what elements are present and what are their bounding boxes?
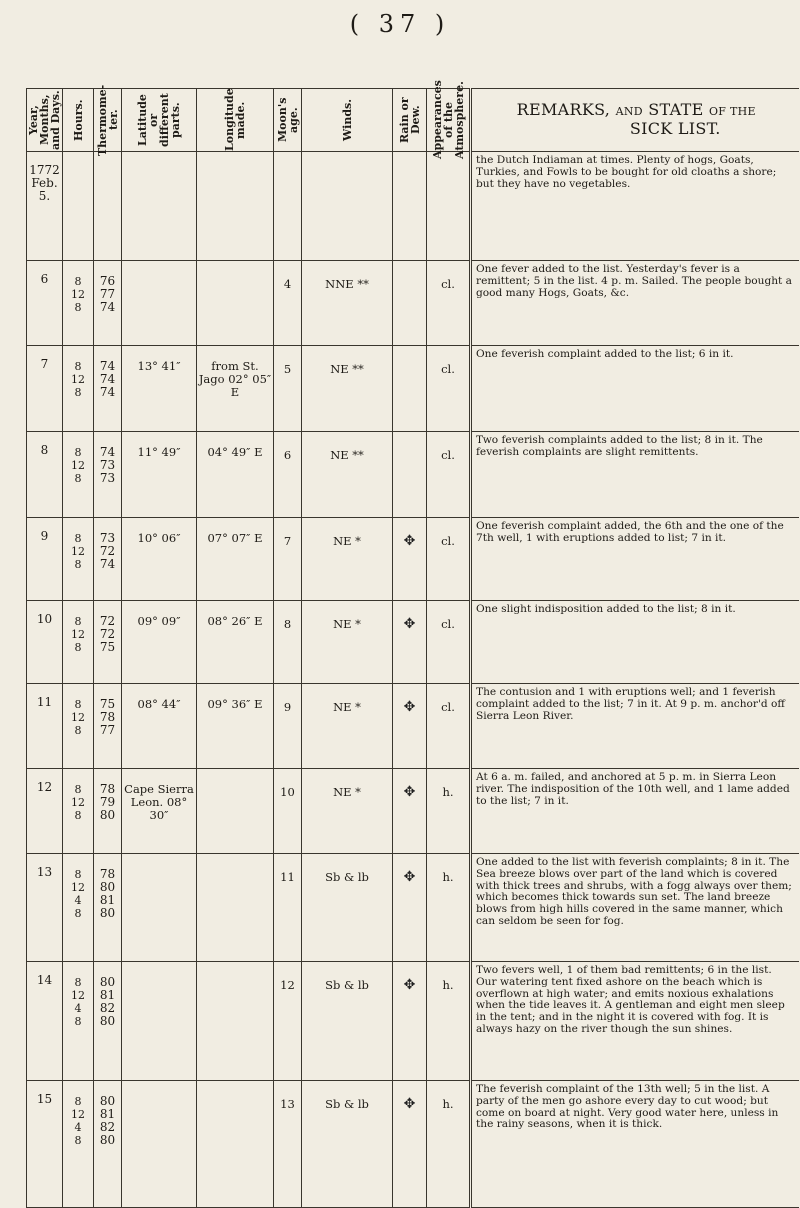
remarks-cell: One fever added to the list. Yesterday's fever is a remittent; 5 in the list. 4 p. m. Sailed. The people bought a good many Hogs, Goats, &c. <box>471 261 799 346</box>
longitude-cell: 08° 26″ E <box>197 601 274 684</box>
thermometer-cell: 75 78 77 <box>94 684 122 769</box>
atmosphere-cell: cl. <box>427 432 471 518</box>
hours-cell: 8 12 8 <box>63 346 94 432</box>
date-cell: 10 <box>27 601 63 684</box>
log-row <box>27 152 799 261</box>
winds-cell: Sb & lb <box>302 854 393 962</box>
winds-cell: NE * <box>302 518 393 601</box>
moon-age-cell: 7 <box>274 518 302 601</box>
thermometer-cell: 74 74 74 <box>94 346 122 432</box>
thermometer-cell: 78 79 80 <box>94 769 122 854</box>
header-date: Year, Months, and Days. <box>27 90 62 150</box>
atmosphere-cell: h. <box>427 962 471 1081</box>
rain-cell <box>393 432 427 518</box>
remarks-cell: One slight indisposition added to the list; 8 in it. <box>471 601 799 684</box>
moon-age-cell: 13 <box>274 1081 302 1208</box>
latitude-cell <box>122 854 197 962</box>
moon-age-cell <box>274 152 302 261</box>
date-cell: 11 <box>27 684 63 769</box>
remarks-cell: One feverish complaint added, the 6th and the one of the 7th well, 1 with eruptions added to list; 7 in it. <box>471 518 799 601</box>
remarks-cell: One added to the list with feverish complaints; 8 in it. The Sea breeze blows over part of the land which is covered with thick trees and shrubs, with a fogg always over them; which becomes thick towards sun set. The land breeze blows from high hills covered in the same manner, which can seldom be seen for fog. <box>471 854 799 962</box>
atmosphere-cell: cl. <box>427 261 471 346</box>
hours-cell: 8 12 8 <box>63 432 94 518</box>
atmosphere-cell: cl. <box>427 518 471 601</box>
thermometer-cell: 78 80 81 80 <box>94 854 122 962</box>
thermometer-cell: 80 81 82 80 <box>94 962 122 1081</box>
latitude-cell <box>122 152 197 261</box>
date-cell: 6 <box>27 261 63 346</box>
header-row <box>27 89 799 152</box>
rain-mark-icon: ✥ <box>403 699 416 715</box>
date-cell: 15 <box>27 1081 63 1208</box>
latitude-cell: 11° 49″ <box>122 432 197 518</box>
remarks-cell: The contusion and 1 with eruptions well; and 1 feverish complaint added to the list; 7 in it. At 9 p. m. anchor'd off Sierra Leon River. <box>471 684 799 769</box>
longitude-cell <box>197 769 274 854</box>
atmosphere-cell <box>427 152 471 261</box>
latitude-cell <box>122 1081 197 1208</box>
moon-age-cell: 5 <box>274 346 302 432</box>
rain-cell <box>393 684 427 769</box>
log-row <box>27 684 799 769</box>
winds-cell: Sb & lb <box>302 1081 393 1208</box>
hours-cell: 8 12 8 <box>63 684 94 769</box>
rain-mark-icon: ✥ <box>403 533 416 549</box>
log-row <box>27 432 799 518</box>
header-hours: Hours. <box>63 89 94 152</box>
winds-cell: NE * <box>302 769 393 854</box>
rain-cell <box>393 346 427 432</box>
atmosphere-cell: h. <box>427 1081 471 1208</box>
header-moon: Moon's age. <box>274 89 302 152</box>
longitude-cell <box>197 1081 274 1208</box>
latitude-cell: 09° 09″ <box>122 601 197 684</box>
moon-age-cell: 6 <box>274 432 302 518</box>
rain-cell <box>393 518 427 601</box>
longitude-cell: from St. Jago 02° 05″ E <box>197 346 274 432</box>
header-longitude: Longitude made. <box>197 89 274 152</box>
longitude-cell: 07° 07″ E <box>197 518 274 601</box>
atmosphere-cell: h. <box>427 854 471 962</box>
thermometer-cell: 80 81 82 80 <box>94 1081 122 1208</box>
thermometer-cell: 74 73 73 <box>94 432 122 518</box>
date-cell: 8 <box>27 432 63 518</box>
rain-cell <box>393 261 427 346</box>
rain-cell <box>393 601 427 684</box>
log-row <box>27 962 799 1081</box>
hours-cell: 8 12 8 <box>63 518 94 601</box>
header-latitude: Latitude or different parts. <box>122 89 197 152</box>
winds-cell: Sb & lb <box>302 962 393 1081</box>
hours-cell: 8 12 8 <box>63 261 94 346</box>
longitude-cell <box>197 261 274 346</box>
winds-cell: NE * <box>302 684 393 769</box>
log-row <box>27 854 799 962</box>
remarks-cell: The feverish complaint of the 13th well; 5 in the list. A party of the men go ashore every day to cut wood; but come on board at night. Very good water here, unless in the rainy seasons, when it is thick. <box>471 1081 799 1208</box>
remarks-cell: the Dutch Indiaman at times. Plenty of hogs, Goats, Turkies, and Fowls to be bought for old cloaths a shore; but they have no vegetables. <box>471 152 799 261</box>
rain-cell <box>393 854 427 962</box>
rain-cell <box>393 1081 427 1208</box>
date-cell: 7 <box>27 346 63 432</box>
hours-cell: 8 12 8 <box>63 769 94 854</box>
header-remarks: REMARKS, AND STATE OF THE SICK LIST. <box>471 89 799 152</box>
hours-cell: 8 12 4 8 <box>63 854 94 962</box>
thermometer-cell: 76 77 74 <box>94 261 122 346</box>
winds-cell: NE * <box>302 601 393 684</box>
rain-mark-icon: ✥ <box>403 869 416 885</box>
moon-age-cell: 4 <box>274 261 302 346</box>
remarks-cell: Two feverish complaints added to the list; 8 in it. The feverish complaints are slight remittents. <box>471 432 799 518</box>
longitude-cell: 04° 49″ E <box>197 432 274 518</box>
log-row <box>27 346 799 432</box>
longitude-cell: 09° 36″ E <box>197 684 274 769</box>
winds-cell <box>302 152 393 261</box>
rain-mark-icon: ✥ <box>403 616 416 632</box>
thermometer-cell: 72 72 75 <box>94 601 122 684</box>
remarks-cell: One feverish complaint added to the list; 6 in it. <box>471 346 799 432</box>
log-row <box>27 769 799 854</box>
moon-age-cell: 8 <box>274 601 302 684</box>
atmosphere-cell: cl. <box>427 684 471 769</box>
date-cell: 1772 Feb. 5. <box>27 152 63 261</box>
header-atmosphere: Appearances of the Atmosphere. <box>427 89 471 152</box>
rain-mark-icon: ✥ <box>403 1096 416 1112</box>
header-winds: Winds. <box>302 89 393 152</box>
longitude-cell <box>197 152 274 261</box>
date-cell: 12 <box>27 769 63 854</box>
hours-cell: 8 12 4 8 <box>63 1081 94 1208</box>
page-number: ( 37 ) <box>349 10 451 38</box>
log-row <box>27 601 799 684</box>
weather-log-table <box>26 80 799 1208</box>
thermometer-cell: 73 72 74 <box>94 518 122 601</box>
header-rain: Rain or Dew. <box>393 89 427 152</box>
latitude-cell <box>122 962 197 1081</box>
hours-cell <box>63 152 94 261</box>
rain-mark-icon: ✥ <box>403 977 416 993</box>
latitude-cell: 13° 41″ <box>122 346 197 432</box>
rain-cell <box>393 152 427 261</box>
rain-mark-icon: ✥ <box>403 784 416 800</box>
thermometer-cell <box>94 152 122 261</box>
remarks-cell: Two fevers well, 1 of them bad remittents; 6 in the list. Our watering tent fixed ashore on the beach which is overflown at high water; and emits noxious exhalations when the tide leaves it. A gentleman and eight men sleep in the tent; and in the night it is covered with fog. It is always hazy on the river though the sun shines. <box>471 962 799 1081</box>
log-row <box>27 1081 799 1208</box>
rain-cell <box>393 962 427 1081</box>
longitude-cell <box>197 854 274 962</box>
moon-age-cell: 12 <box>274 962 302 1081</box>
winds-cell: NNE ** <box>302 261 393 346</box>
moon-age-cell: 9 <box>274 684 302 769</box>
winds-cell: NE ** <box>302 432 393 518</box>
header-thermometer: Thermome-ter. <box>95 84 120 156</box>
log-row <box>27 261 799 346</box>
winds-cell: NE ** <box>302 346 393 432</box>
remarks-cell: At 6 a. m. failed, and anchored at 5 p. m. in Sierra Leon river. The indisposition of the 10th well, and 1 lame added to the list; 7 in it. <box>471 769 799 854</box>
longitude-cell <box>197 962 274 1081</box>
moon-age-cell: 11 <box>274 854 302 962</box>
date-cell: 13 <box>27 854 63 962</box>
latitude-cell: 10° 06″ <box>122 518 197 601</box>
latitude-cell: Cape Sierra Leon. 08° 30″ <box>122 769 197 854</box>
date-cell: 9 <box>27 518 63 601</box>
latitude-cell <box>122 261 197 346</box>
rain-cell <box>393 769 427 854</box>
atmosphere-cell: h. <box>427 769 471 854</box>
date-cell: 14 <box>27 962 63 1081</box>
atmosphere-cell: cl. <box>427 601 471 684</box>
moon-age-cell: 10 <box>274 769 302 854</box>
log-row <box>27 518 799 601</box>
hours-cell: 8 12 4 8 <box>63 962 94 1081</box>
hours-cell: 8 12 8 <box>63 601 94 684</box>
latitude-cell: 08° 44″ <box>122 684 197 769</box>
atmosphere-cell: cl. <box>427 346 471 432</box>
